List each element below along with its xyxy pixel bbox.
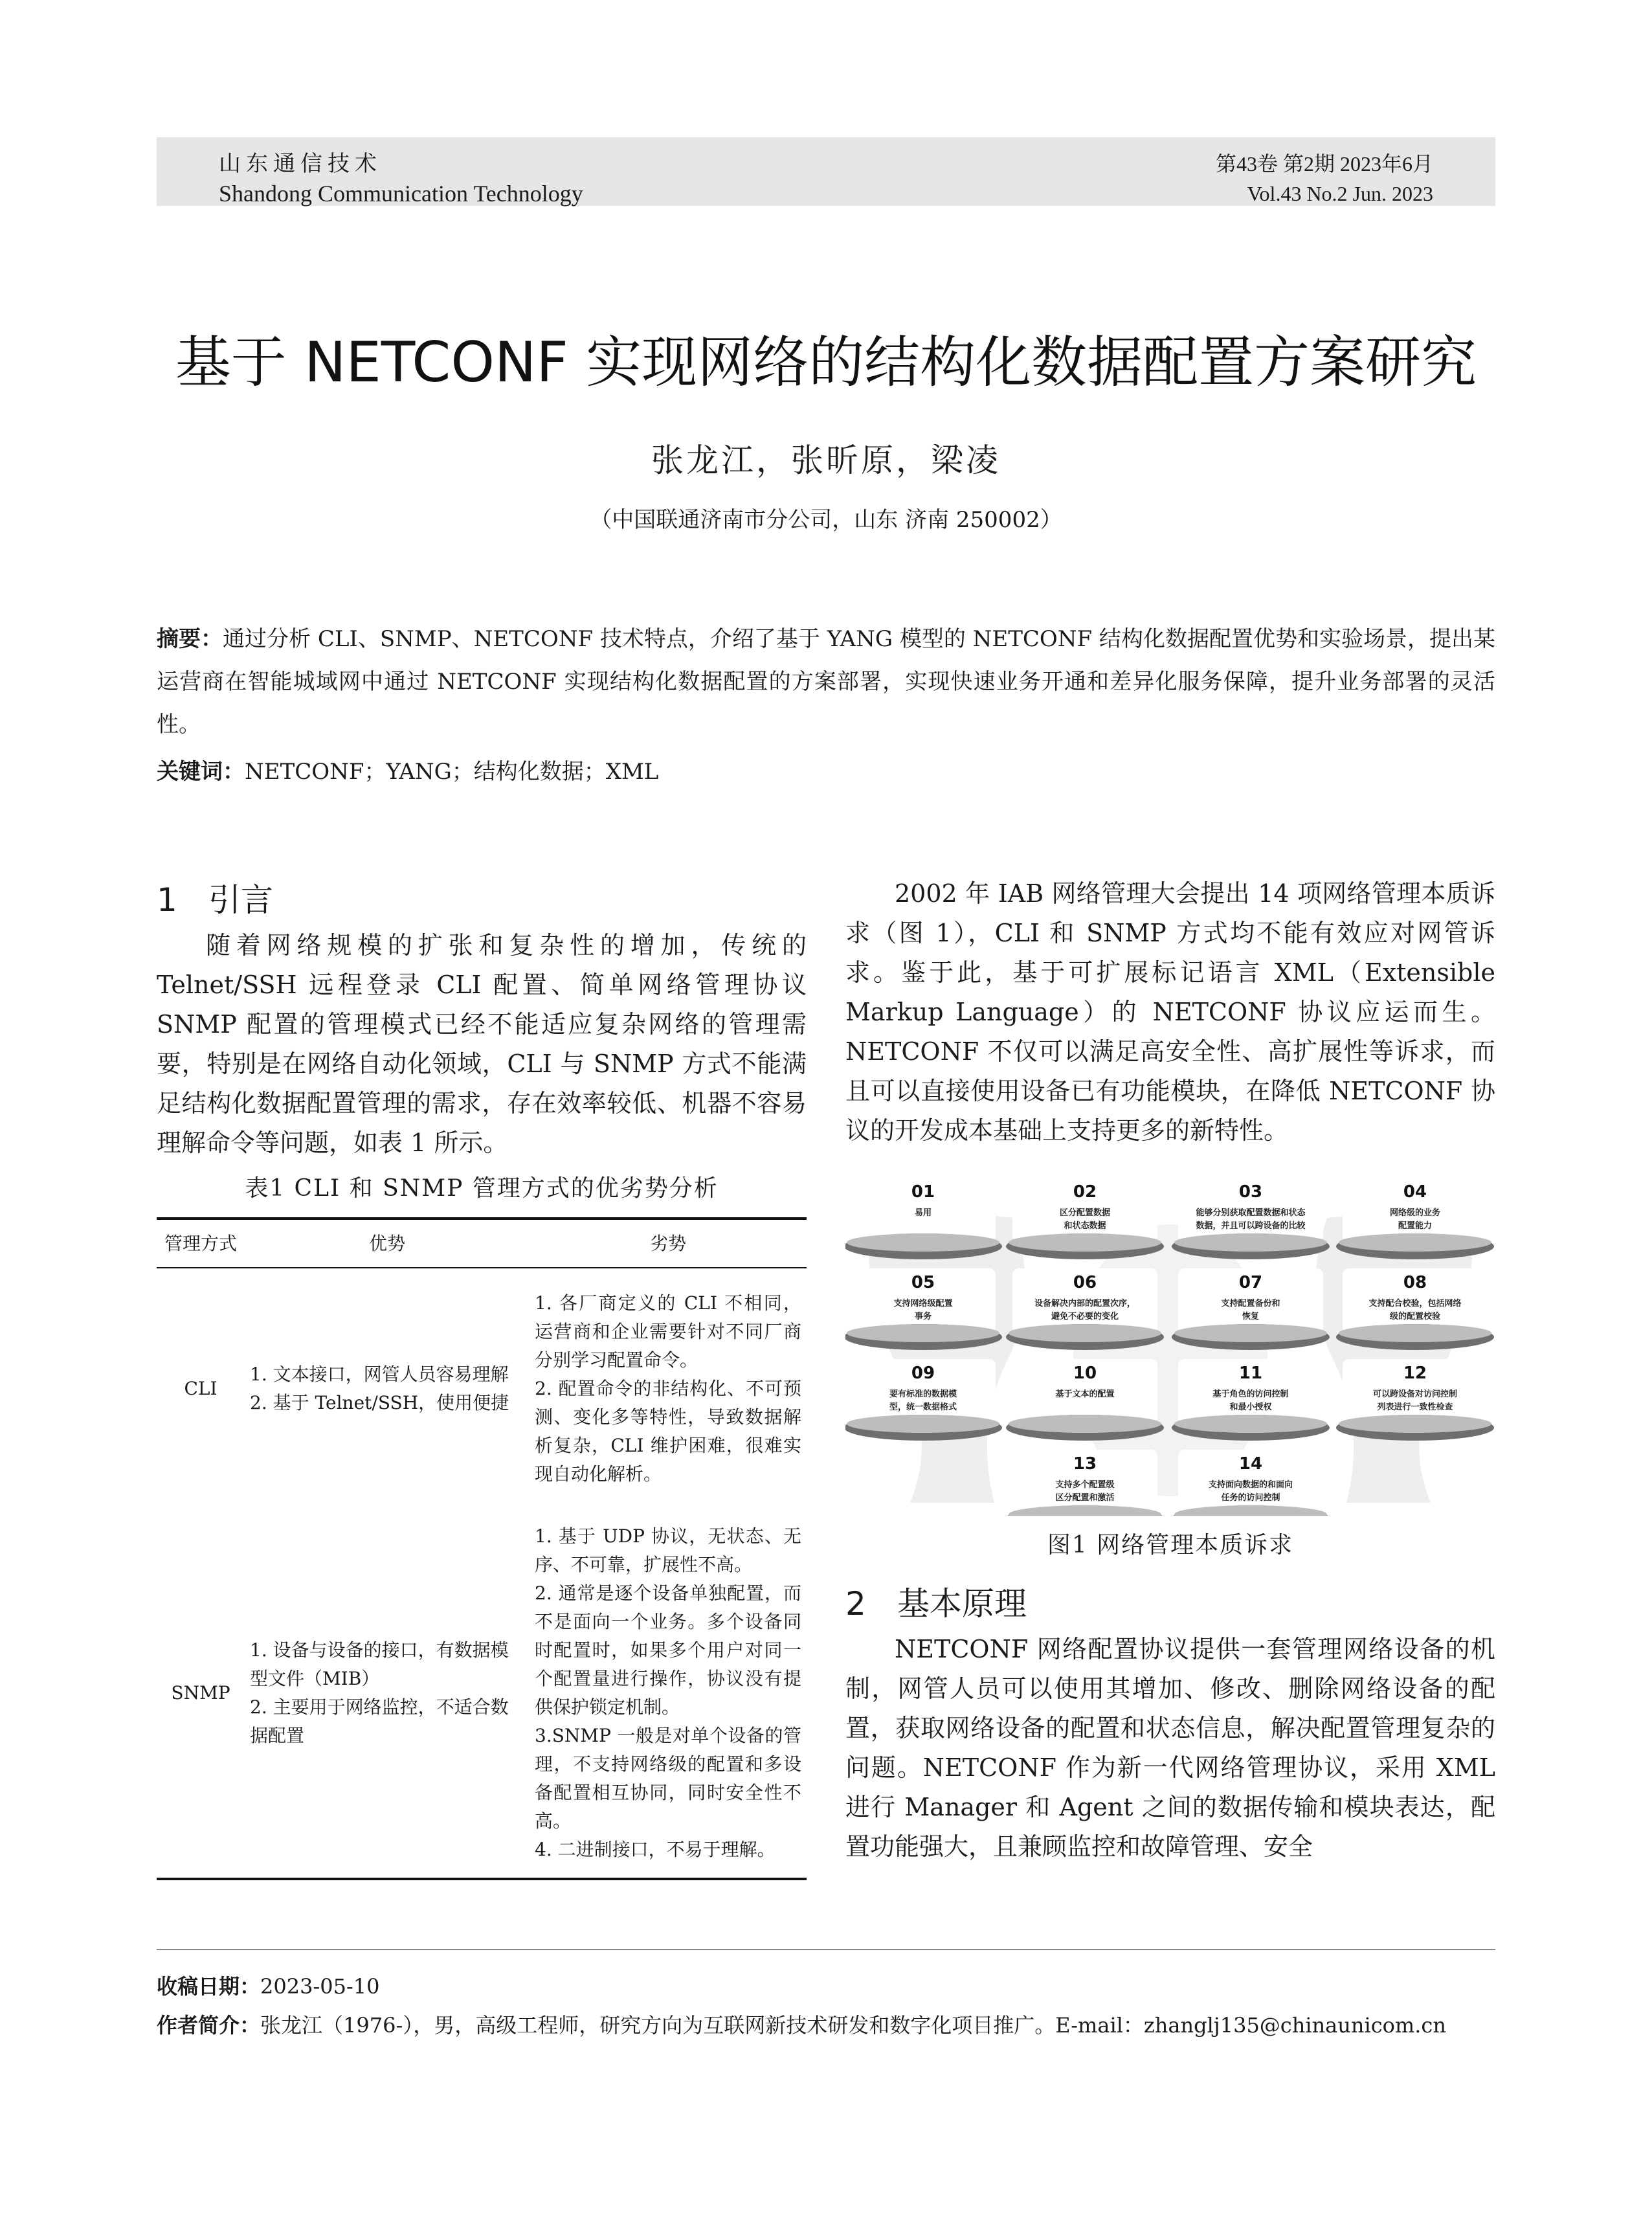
figure-item-number: 13 <box>1073 1454 1097 1474</box>
journal-name-en: Shandong Communication Technology <box>219 181 583 207</box>
figure-item-label: 可以跨设备对访问控制 <box>1372 1389 1458 1399</box>
table-cell-method: CLI <box>184 1377 218 1399</box>
received-value: 2023-05-10 <box>260 1974 380 1999</box>
table-header-row <box>157 1219 807 1268</box>
table-cell-advantage <box>245 1268 530 1509</box>
figure-1-graphic <box>845 1166 1495 1516</box>
figure-item-label: 支持面向数据的和面向 <box>1208 1480 1293 1490</box>
figure-item-label: 要有标准的数据模 <box>889 1389 957 1399</box>
figure-1-caption: 图1 网络管理本质诉求 <box>1047 1532 1294 1558</box>
paper-title: 基于 NETCONF 实现网络的结构化数据配置方案研究 <box>175 330 1477 395</box>
table-row <box>157 1509 807 1879</box>
figure-item-label: 支持多个配置级 <box>1055 1480 1115 1490</box>
disadv-item: 2. 通常是逐个设备单独配置，而不是面向一个业务。多个设备同时配置时，如果多个用户对同一个配置量进行操作，协议没有提供保护锁定机制。 <box>535 1582 801 1718</box>
figure-item-06 <box>1006 1268 1164 1350</box>
issue-info-cn: 第43卷 第2期 2023年6月 <box>1215 152 1433 175</box>
figure-item-label: 型，统一数据格式 <box>889 1402 957 1412</box>
figure-item-14 <box>1172 1450 1330 1516</box>
figure-item-label: 级的配置校验 <box>1389 1312 1441 1321</box>
bio-text: 张龙江（1976-），男，高级工程师，研究方向为互联网新技术研发和数字化项目推广。E-mail：zhanglj135@chinaunicom.cn <box>260 2013 1446 2038</box>
table-header-advantage: 优势 <box>245 1219 530 1268</box>
figure-item-label: 能够分别获取配置数据和状态 <box>1196 1208 1306 1218</box>
figure-item-number: 05 <box>911 1273 935 1292</box>
keywords-label: 关键词： <box>157 759 245 785</box>
figure-item-label: 和状态数据 <box>1064 1221 1106 1231</box>
figure-item-number: 14 <box>1238 1454 1263 1474</box>
figure-item-04 <box>1336 1178 1494 1259</box>
table-1-caption: 表1 CLI 和 SNMP 管理方式的优劣势分析 <box>245 1175 719 1202</box>
figure-item-disc-top <box>847 1324 999 1342</box>
section-1-number: 1 <box>157 881 177 919</box>
figure-item-label: 任务的访问控制 <box>1221 1493 1280 1503</box>
table-1 <box>157 1217 807 1880</box>
figure-item-label: 区分配置数据 <box>1059 1208 1111 1218</box>
issue-info <box>1216 149 1433 208</box>
figure-item-disc-top <box>1009 1233 1161 1252</box>
author-bio <box>157 2006 1495 2045</box>
received-date <box>157 1967 1495 2006</box>
figure-1 <box>845 1166 1495 1516</box>
table-header-method: 管理方式 <box>157 1219 245 1268</box>
section-1-heading <box>157 874 807 926</box>
section-1-title: 引言 <box>208 881 273 919</box>
disadv-item: 1. 基于 UDP 协议，无状态、无序、不可靠，扩展性不高。 <box>535 1525 801 1575</box>
figure-item-label: 列表进行一致性检查 <box>1377 1402 1453 1412</box>
disadv-item: 1. 各厂商定义的 CLI 不相同，运营商和企业需要针对不同厂商分别学习配置命令。 <box>535 1292 801 1371</box>
figure-item-number: 09 <box>911 1364 935 1383</box>
figure-item-label: 基于角色的访问控制 <box>1212 1389 1289 1399</box>
adv-item: 1. 文本接口，网管人员容易理解 <box>250 1363 509 1385</box>
abstract-text: 通过分析 CLI、SNMP、NETCONF 技术特点，介绍了基于 YANG 模型的 NETCONF 结构化数据配置优势和实验场景，提出某运营商在智能城域网中通过 NETCONF 实现结构化数据配置的方案部署，实现快速业务开通和差异化服务保障，提升业务部署的灵活性。 <box>157 626 1495 737</box>
figure-item-12 <box>1336 1359 1494 1441</box>
section-1-paragraph-1: 随着网络规模的扩张和复杂性的增加，传统的 Telnet/SSH 远程登录 CLI 配置、简单网络管理协议 SNMP 配置的管理模式已经不能适应复杂网络的管理需要，特别是在网络自动化领域，CLI 与 SNMP 方式不能满足结构化数据配置管理的需求，存在效率较低、机器不容易理解命令等问题，如表 1 所示。 <box>157 931 807 1157</box>
figure-item-number: 10 <box>1073 1364 1097 1383</box>
adv-item: 2. 基于 Telnet/SSH，使用便捷 <box>250 1391 509 1413</box>
figure-item-label: 数据，并且可以跨设备的比较 <box>1196 1221 1306 1231</box>
figure-item-label: 配置能力 <box>1398 1221 1433 1231</box>
figure-item-label: 设备解决内部的配置次序， <box>1034 1299 1136 1309</box>
figure-item-02 <box>1006 1178 1164 1259</box>
received-label: 收稿日期： <box>157 1974 261 1999</box>
figure-item-disc-top <box>1174 1233 1327 1252</box>
figure-item-number: 08 <box>1403 1273 1427 1292</box>
figure-item-09 <box>845 1359 1002 1441</box>
bio-label: 作者简介： <box>157 2013 261 2038</box>
figure-item-11 <box>1172 1359 1330 1441</box>
figure-item-number: 06 <box>1073 1273 1097 1292</box>
figure-item-13 <box>1006 1450 1164 1516</box>
table-cell-disadvantage <box>530 1268 807 1509</box>
figure-item-label: 基于文本的配置 <box>1055 1389 1115 1399</box>
figure-item-number: 02 <box>1073 1182 1097 1202</box>
table-header-disadvantage: 劣势 <box>530 1219 807 1268</box>
adv-item: 2. 主要用于网络监控，不适合数据配置 <box>250 1696 509 1746</box>
figure-item-03 <box>1172 1178 1330 1259</box>
figure-item-disc-top <box>1009 1324 1161 1342</box>
figure-item-label: 易用 <box>914 1208 932 1218</box>
figure-item-number: 03 <box>1238 1182 1263 1202</box>
figure-item-disc-top <box>1009 1415 1161 1433</box>
figure-item-label: 支持配合校验，包括网络 <box>1368 1299 1462 1309</box>
figure-item-10 <box>1006 1359 1164 1441</box>
issue-info-en: Vol.43 No.2 Jun. 2023 <box>1247 182 1433 205</box>
section-2-heading <box>845 1578 1495 1630</box>
journal-name <box>219 149 583 208</box>
disadv-item: 4. 二进制接口，不易于理解。 <box>535 1839 776 1860</box>
section-2-number: 2 <box>845 1585 866 1623</box>
figure-item-disc-top <box>1339 1233 1491 1252</box>
left-column <box>157 874 807 1880</box>
journal-name-cn: 山东通信技术 <box>219 151 382 177</box>
abstract-label: 摘要： <box>157 626 223 652</box>
figure-item-label: 支持配置备份和 <box>1221 1299 1280 1309</box>
keywords-text: NETCONF；YANG；结构化数据；XML <box>245 759 659 785</box>
figure-item-05 <box>845 1268 1002 1350</box>
table-row <box>157 1268 807 1509</box>
figure-item-label: 区分配置和激活 <box>1055 1493 1115 1503</box>
table-cell-advantage <box>245 1509 530 1879</box>
figure-item-01 <box>845 1178 1002 1259</box>
figure-item-number: 04 <box>1403 1182 1427 1202</box>
figure-item-07 <box>1172 1268 1330 1350</box>
section-1-paragraph-2: 2002 年 IAB 网络管理大会提出 14 项网络管理本质诉求（图 1），CLI 和 SNMP 方式均不能有效应对网管诉求。鉴于此，基于可扩展标记语言 XML（Extensible Markup Language）的 NETCONF 协议应运而生。NETCONF 不仅可以满足高安全性、高扩展性等诉求，而且可以直接使用设备已有功能模块，在降低 NETCONF 协议的开发成本基础上支持更多的新特性。 <box>845 879 1495 1145</box>
figure-item-number: 12 <box>1403 1364 1427 1383</box>
figure-item-disc-top <box>847 1415 999 1433</box>
figure-item-disc-top <box>1339 1415 1491 1433</box>
figure-item-disc-top <box>1174 1415 1327 1433</box>
figure-item-disc-top <box>847 1233 999 1252</box>
figure-item-08 <box>1336 1268 1494 1350</box>
figure-item-label: 避免不必要的变化 <box>1051 1312 1119 1321</box>
figure-item-number: 01 <box>911 1182 935 1202</box>
section-2-title: 基本原理 <box>897 1585 1027 1623</box>
figure-item-number: 11 <box>1238 1364 1263 1383</box>
adv-item: 1. 设备与设备的接口，有数据模型文件（MIB） <box>250 1639 509 1689</box>
figure-item-disc-top <box>1174 1324 1327 1342</box>
figure-item-disc-top <box>1339 1324 1491 1342</box>
table-cell-disadvantage <box>530 1509 807 1879</box>
paper-affiliation: （中国联通济南市分公司，山东 济南 250002） <box>590 507 1062 533</box>
figure-item-number: 07 <box>1238 1273 1263 1292</box>
figure-item-label: 网络级的业务 <box>1389 1208 1441 1218</box>
figure-item-label: 事务 <box>914 1312 932 1321</box>
table-cell-method: SNMP <box>157 1509 245 1879</box>
disadv-item: 3.SNMP 一般是对单个设备的管理，不支持网络级的配置和多设备配置相互协同，同时安全性不高。 <box>535 1725 801 1832</box>
footer-divider <box>157 1949 1495 1950</box>
figure-item-label: 和最小授权 <box>1229 1402 1272 1412</box>
paper-authors: 张龙江，张昕原，梁凌 <box>651 442 1001 479</box>
figure-item-label: 恢复 <box>1242 1312 1260 1321</box>
figure-item-label: 支持网络级配置 <box>893 1299 953 1309</box>
right-column <box>845 874 1495 1867</box>
journal-header <box>157 137 1495 206</box>
disadv-item: 2. 配置命令的非结构化、不可预测、变化多等特性，导致数据解析复杂，CLI 维护困难，很难实现自动化解析。 <box>535 1377 801 1485</box>
abstract <box>157 618 1495 746</box>
footnote <box>157 1967 1495 2045</box>
keywords <box>157 752 1495 791</box>
section-2-paragraph-1: NETCONF 网络配置协议提供一套管理网络设备的机制，网管人员可以使用其增加、修改、删除网络设备的配置，获取网络设备的配置和状态信息，解决配置管理复杂的问题。NETCONF 作为新一代网络管理协议，采用 XML 进行 Manager 和 Agent 之间的数据传输和模块表达，配置功能强大，且兼顾监控和故障管理、安全 <box>845 1635 1495 1861</box>
